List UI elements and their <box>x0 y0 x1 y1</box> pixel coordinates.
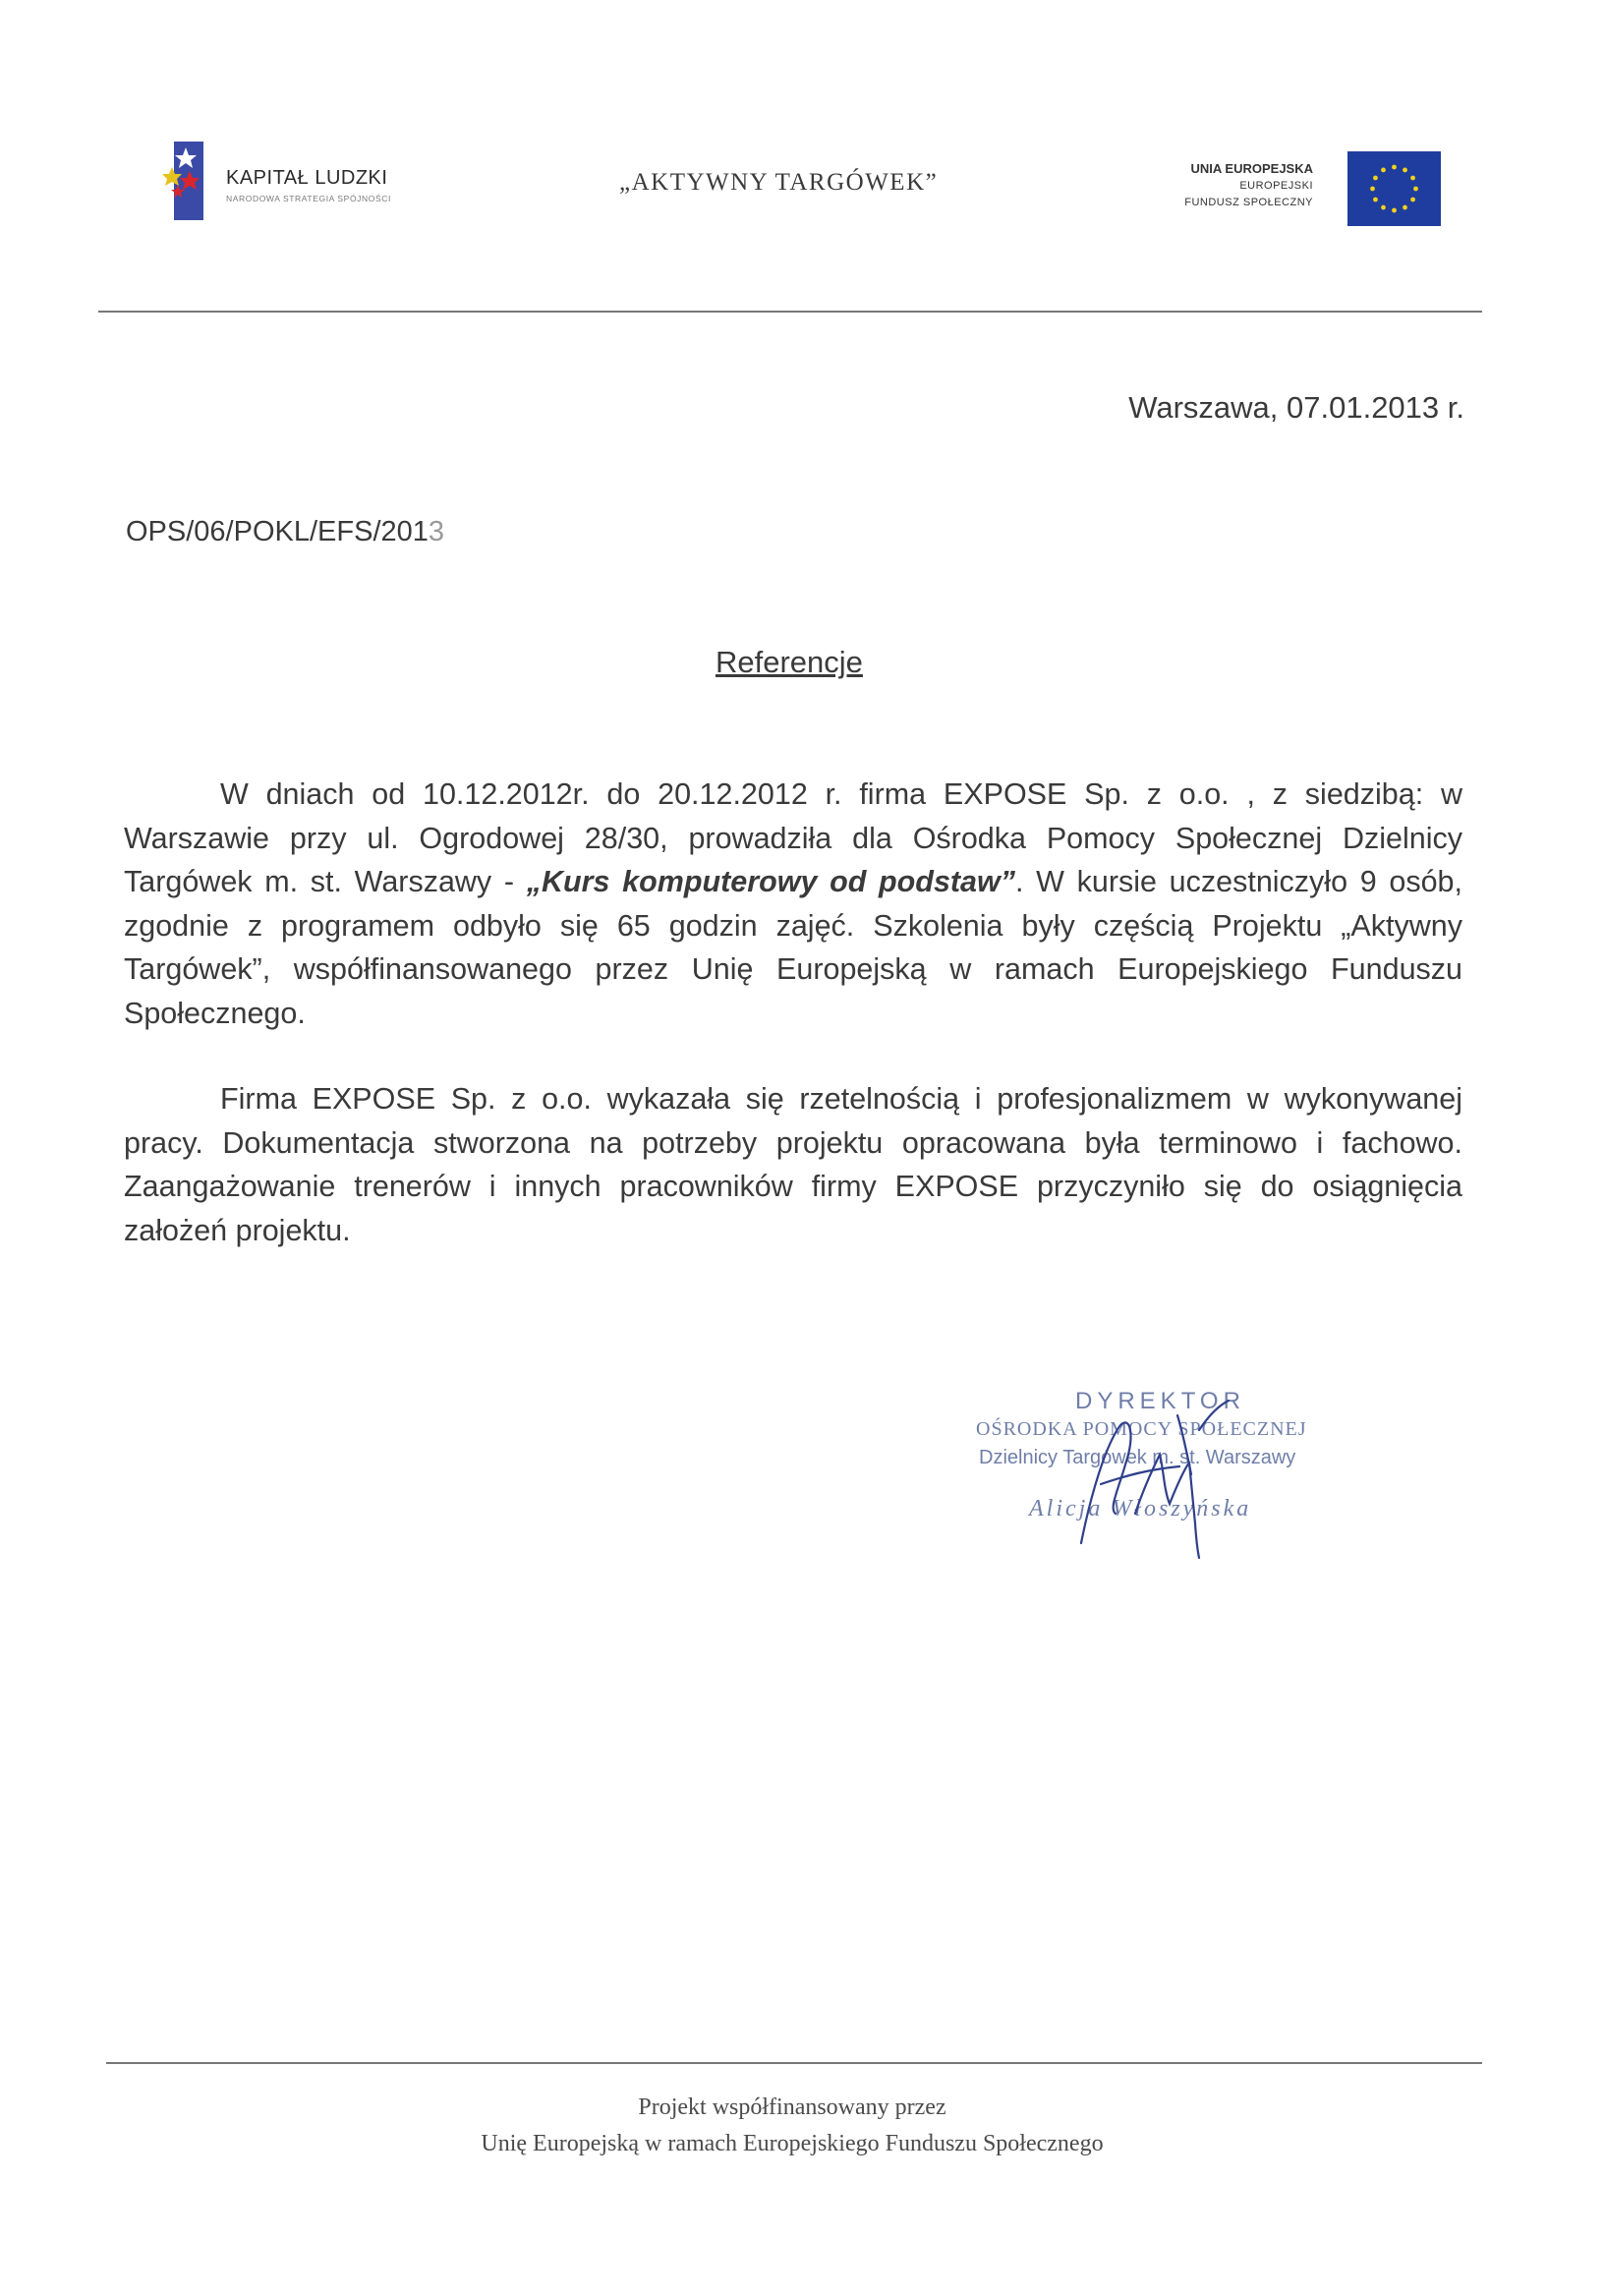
footer-line-2: Unię Europejską w ramach Europejskiego Funduszu Społecznego <box>481 2131 1104 2156</box>
eu-star <box>1403 168 1407 173</box>
eu-line-union: UNIA EUROPEJSKA <box>1190 161 1313 176</box>
kapital-ludzki-logo-icon <box>160 138 207 224</box>
stamp-name: Alicja Włoszyńska <box>1029 1496 1252 1521</box>
paragraph-2: Firma EXPOSE Sp. z o.o. wykazała się rzetelnością i profesjonalizmem w wykonywanej pracy. Dokumentacja stworzona na potrzeby projektu opracowana była terminowo i fachowo. Zaangażowanie trenerów i innych pracowników firmy EXPOSE przyczyniło się do osiągnięcia założeń projektu. <box>124 1082 1462 1247</box>
paragraph-1 <box>124 773 1462 1035</box>
reference-number <box>126 516 444 548</box>
eu-star <box>1403 205 1407 210</box>
eu-star <box>1413 187 1418 192</box>
paragraph-1-text-b: . W kursie uczestniczyło 9 osób, zgodnie z programem odbyło się 65 godzin zajęć. Szkolenia były częścią Projektu „Aktywny Targówek”, współfinansowanego przez Unię Europejską w ramach Europejskiego Funduszu Społecznego. <box>124 865 1462 1030</box>
stamp-institution: OŚRODKA POMOCY SPOŁECZNEJ <box>976 1418 1307 1440</box>
eu-star <box>1373 198 1378 202</box>
signature-icon <box>1061 1376 1258 1563</box>
eu-star <box>1392 165 1397 170</box>
kapital-ludzki-title: KAPITAŁ LUDZKI <box>226 167 388 189</box>
eu-star <box>1410 198 1415 202</box>
stamp-district: Dzielnicy Targówek m. st. Warszawy <box>979 1447 1296 1468</box>
letter-date: Warszawa, 07.01.2013 r. <box>1128 390 1464 425</box>
eu-star <box>1381 205 1386 210</box>
reference-number-last-digit: 3 <box>428 516 445 547</box>
eu-star <box>1410 176 1415 181</box>
project-title: „AKTYWNY TARGÓWEK” <box>619 169 939 196</box>
eu-star <box>1381 168 1386 173</box>
eu-line-european: EUROPEJSKI <box>1239 180 1313 192</box>
eu-star <box>1370 187 1375 192</box>
eu-line-social-fund: FUNDUSZ SPOŁECZNY <box>1184 197 1313 208</box>
header-divider <box>98 311 1482 313</box>
eu-fund-label <box>1184 160 1313 211</box>
eu-star <box>1373 176 1378 181</box>
footer-line-1: Projekt współfinansowany przez <box>638 2095 946 2120</box>
letter-heading: Referencje <box>716 645 863 679</box>
kapital-ludzki-subtitle: NARODOWA STRATEGIA SPÓJNOŚCI <box>226 194 391 203</box>
course-name: „Kurs komputerowy od podstaw” <box>526 865 1015 898</box>
paragraph-1-text-a: W dniach od 10.12.2012r. do 20.12.2012 r. firma EXPOSE Sp. z o.o. , z siedzibą: w Warszawie przy ul. Ogrodowej 28/30, prowadziła dla Ośrodka Pomocy Społecznej Dzielnicy Targówek m. st. Warszawy - <box>124 777 1462 898</box>
reference-number-main: OPS/06/POKL/EFS/201 <box>126 516 429 547</box>
footer-divider <box>106 2062 1482 2064</box>
eu-flag-icon <box>1347 151 1441 226</box>
stamp-director: DYREKTOR <box>1075 1388 1245 1414</box>
eu-star <box>1392 208 1397 213</box>
